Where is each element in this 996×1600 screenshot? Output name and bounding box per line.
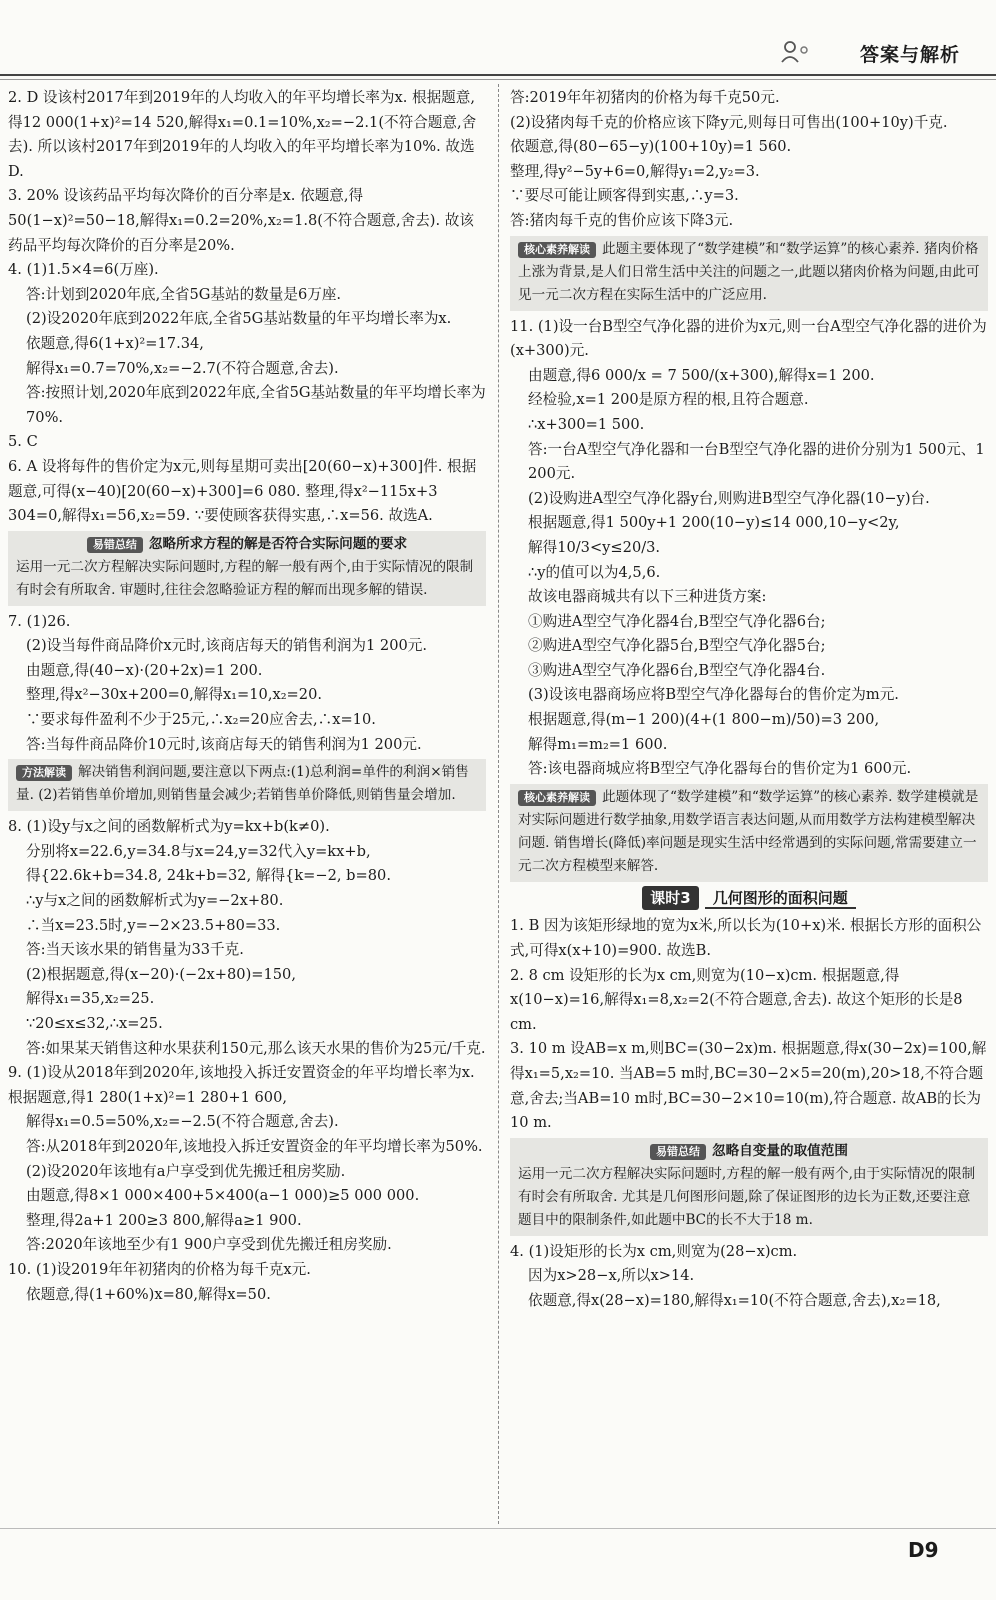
answer-line: 答:按照计划,2020年底到2022年底,全省5G基站数量的年平均增长率为70%. — [26, 384, 486, 426]
answer-line: 经检验,x=1 200是原方程的根,且符合题意. — [528, 391, 809, 409]
page-header — [0, 0, 996, 80]
answer-line: ∴y的值可以为4,5,6. — [528, 563, 661, 581]
box-text: 解决销售利润问题,要注意以下两点:(1)总利润=单件的利润×销售量. (2)若销售单价增加,则销售量会减少;若销售单价降低,则销售量会增加. — [16, 764, 469, 804]
answer-2: 2. D 设该村2017年到2019年的人均收入的年平均增长率为x. 根据题意,得12 000(1+x)²=14 520,解得x₁=0.1=10%,x₂=−2.1(不符合题意,舍去). 所以该村2017年到2019年的人均收入的年平均增长率为10%. 故选D. — [8, 89, 477, 180]
answer-3: 3. 10 m 设AB=x m,则BC=(30−2x)m. 根据题意,得x(30−2x)=100,解得x₁=5,x₂=10. 当AB=5 m时,BC=30−2×5=20(m),20>18,不符合题意,舍去;当AB=10 m时,BC=30−2×10=10(m),符合题意. 故AB的长为10 m. — [510, 1040, 987, 1132]
lesson-heading — [510, 886, 988, 911]
answer-line: 解得x₁=0.5=50%,x₂=−2.5(不符合题意,舍去). — [26, 1113, 339, 1131]
error-summary-box — [8, 531, 486, 606]
answer-4: 4. (1)设矩形的长为x cm,则宽为(28−x)cm. — [510, 1242, 798, 1260]
person-icon — [780, 38, 814, 64]
box-text: 运用一元二次方程解决实际问题时,方程的解一般有两个,由于实际情况的限制有时会有所取舍. 审题时,往往会忽略验证方程的解而出现多解的错误. — [16, 558, 474, 598]
answer-line: 根据题意,得(m−1 200)(4+(1 800−m)/50)=3 200, — [528, 711, 880, 729]
answer-line: 整理,得x²−30x+200=0,解得x₁=10,x₂=20. — [26, 686, 322, 704]
answer-line: 由题意,得6 000/x = 7 500/(x+300),解得x=1 200. — [528, 366, 875, 384]
answer-line: 答:当每件商品降价10元时,该商店每天的销售利润为1 200元. — [26, 735, 422, 753]
answer-line: (2)设2020年底到2022年底,全省5G基站数量的年平均增长率为x. — [26, 310, 452, 328]
answer-line: 答:2019年年初猪肉的价格为每千克50元. — [510, 89, 780, 106]
box-label: 核心素养解读 — [518, 790, 596, 806]
answer-line: 因为x>28−x,所以x>14. — [528, 1267, 695, 1285]
box-label: 易错总结 — [87, 537, 143, 553]
right-column — [510, 86, 988, 1314]
core-literacy-box — [510, 784, 988, 882]
box-label: 易错总结 — [650, 1144, 706, 1160]
answer-line: ∴y与x之间的函数解析式为y=−2x+80. — [26, 892, 284, 910]
core-literacy-box — [510, 236, 988, 311]
box-text: 此题主要体现了“数学建模”和“数学运算”的核心素养. 猪肉价格上涨为背景,是人们日常生活中关注的问题之一,此题以猪肉价格为问题,由此可见一元二次方程在实际生活中的广泛应用. — [518, 240, 980, 303]
answer-line: (2)设购进A型空气净化器y台,则购进B型空气净化器(10−y)台. — [528, 489, 930, 507]
answer-line: 解得x₁=35,x₂=25. — [26, 990, 155, 1008]
answer-line: 依题意,得(80−65−y)(100+10y)=1 560. — [510, 138, 792, 156]
answer-line: 答:计划到2020年底,全省5G基站的数量是6万座. — [26, 285, 342, 303]
box-title: 忽略所求方程的解是否符合实际问题的要求 — [148, 535, 408, 552]
answer-line: (2)设猪肉每千克的价格应该下降y元,则每日可售出(100+10y)千克. — [510, 113, 948, 131]
answer-1: 1. B 因为该矩形绿地的宽为x米,所以长为(10+x)米. 根据长方形的面积公式,可得x(x+10)=900. 故选B. — [510, 917, 982, 960]
answer-line: 依题意,得6(1+x)²=17.34, — [26, 334, 204, 352]
answer-line: 解得m₁=m₂=1 600. — [528, 735, 668, 753]
answer-line: ①购进A型空气净化器4台,B型空气净化器6台; — [528, 612, 826, 630]
answer-line: 由题意,得8×1 000×400+5×400(a−1 000)≥5 000 000. — [26, 1187, 420, 1205]
answer-line: ∵要尽可能让顾客得到实惠,∴y=3. — [510, 187, 739, 205]
column-divider — [498, 84, 499, 1524]
method-box — [8, 759, 486, 811]
error-summary-box — [510, 1138, 988, 1236]
answer-line: (3)设该电器商场应将B型空气净化器每台的售价定为m元. — [528, 686, 899, 704]
answer-line: 答:从2018年到2020年,该地投入拆迁安置资金的年平均增长率为50%. — [26, 1137, 483, 1155]
answer-line: 答:猪肉每千克的售价应该下降3元. — [510, 211, 734, 229]
answer-line: 答:一台A型空气净化器和一台B型空气净化器的进价分别为1 500元、1 200元. — [528, 440, 985, 483]
answer-line: 分别将x=22.6,y=34.8与x=24,y=32代入y=kx+b, — [26, 842, 371, 860]
answer-line: (2)根据题意,得(x−20)·(−2x+80)=150, — [26, 965, 296, 983]
header-rule-thin — [0, 79, 996, 80]
answer-9: 9. (1)设从2018年到2020年,该地投入拆迁安置资金的年平均增长率为x. 根据题意,得1 280(1+x)²=1 280+1 600, — [8, 1064, 475, 1106]
answer-line: 依题意,得x(28−x)=180,解得x₁=10(不符合题意,舍去),x₂=18, — [528, 1291, 941, 1309]
answer-line: 整理,得2a+1 200≥3 800,解得a≥1 900. — [26, 1211, 302, 1229]
answer-line: 答:该电器商城应将B型空气净化器每台的售价定为1 600元. — [528, 760, 912, 778]
answer-line: ③购进A型空气净化器6台,B型空气净化器4台. — [528, 661, 826, 679]
header-rule — [0, 74, 996, 76]
answer-3: 3. 20% 设该药品平均每次降价的百分率是x. 依题意,得50(1−x)²=50−18,解得x₁=0.2=20%,x₂=1.8(不符合题意,舍去). 故该药品平均每次降价的百分率是20%. — [8, 187, 474, 254]
footer-rule — [0, 1528, 996, 1529]
answer-line: 解得10/3<y≤20/3. — [528, 538, 661, 556]
box-text: 此题体现了“数学建模”和“数学运算”的核心素养. 数学建模就是对实际问题进行数学抽象,用数学语言表达问题,从而用数学方法构建模型解决问题. 销售增长(降低)率问题是现实生活中经常遇到的实际问题,常需要建立一元二次方程模型来解答. — [518, 788, 979, 874]
answer-line: 依题意,得(1+60%)x=80,解得x=50. — [26, 1285, 271, 1303]
box-text: 运用一元二次方程解决实际问题时,方程的解一般有两个,由于实际情况的限制有时会有所取舍. 尤其是几何图形问题,除了保证图形的边长为正数,还要注意题目中的限制条件,如此题中BC的长不大于18 m. — [518, 1165, 976, 1228]
lesson-number: 课时3 — [642, 886, 698, 911]
answer-line: ②购进A型空气净化器5台,B型空气净化器5台; — [528, 637, 826, 655]
box-label: 核心素养解读 — [518, 242, 596, 258]
answer-line: 根据题意,得1 500y+1 200(10−y)≤14 000,10−y<2y, — [528, 514, 900, 532]
answer-line: 整理,得y²−5y+6=0,解得y₁=2,y₂=3. — [510, 162, 760, 180]
answer-line: 故该电器商城共有以下三种进货方案: — [528, 588, 767, 606]
answer-4-part1: 4. (1)1.5×4=6(万座). — [8, 261, 159, 279]
left-column — [8, 86, 486, 1307]
page-number: D9 — [908, 1538, 939, 1562]
answer-line: ∵要求每件盈利不少于25元,∴x₂=20应舍去,∴x=10. — [26, 711, 376, 729]
answer-2: 2. 8 cm 设矩形的长为x cm,则宽为(10−x)cm. 根据题意,得x(10−x)=16,解得x₁=8,x₂=2(不符合题意,舍去). 故这个矩形的长是8 cm. — [510, 966, 963, 1033]
box-label: 方法解读 — [16, 765, 72, 781]
answer-line: 解得x₁=0.7=70%,x₂=−2.7(不符合题意,舍去). — [26, 359, 339, 377]
answer-line: 答:当天该水果的销售量为33千克. — [26, 941, 244, 959]
answer-5: 5. C — [8, 433, 38, 451]
answer-line: (2)设2020年该地有a户享受到优先搬迁租房奖励. — [26, 1162, 346, 1180]
answer-line: 答:2020年该地至少有1 900户享受到优先搬迁租房奖励. — [26, 1236, 392, 1254]
answer-line: 得{22.6k+b=34.8, 24k+b=32, 解得{k=−2, b=80. — [26, 867, 391, 885]
answer-8: 8. (1)设y与x之间的函数解析式为y=kx+b(k≠0). — [8, 818, 330, 836]
box-title: 忽略自变量的取值范围 — [712, 1142, 848, 1159]
answer-line: (2)设当每件商品降价x元时,该商店每天的销售利润为1 200元. — [26, 637, 428, 655]
answer-line: ∴x+300=1 500. — [528, 415, 645, 433]
answer-line: 答:如果某天销售这种水果获利150元,那么该天水果的售价为25元/千克. — [26, 1039, 486, 1057]
answer-7: 7. (1)26. — [8, 612, 71, 630]
lesson-title: 几何图形的面积问题 — [705, 889, 856, 909]
header-title: 答案与解析 — [860, 44, 961, 66]
answer-line: ∵20≤x≤32,∴x=25. — [26, 1015, 163, 1032]
answer-line: 由题意,得(40−x)·(20+2x)=1 200. — [26, 661, 263, 679]
answer-11: 11. (1)设一台B型空气净化器的进价为x元,则一台A型空气净化器的进价为(x+300)元. — [510, 317, 987, 360]
answer-6: 6. A 设将每件的售价定为x元,则每星期可卖出[20(60−x)+300]件. 根据题意,可得(x−40)[20(60−x)+300]=6 080. 整理,得x²−115x+3 304=0,解得x₁=56,x₂=59. ∵要使顾客获得实惠,∴x=56. 故选A. — [8, 457, 477, 525]
answer-line: ∴当x=23.5时,y=−2×23.5+80=33. — [26, 916, 281, 934]
answer-10: 10. (1)设2019年年初猪肉的价格为每千克x元. — [8, 1260, 311, 1278]
